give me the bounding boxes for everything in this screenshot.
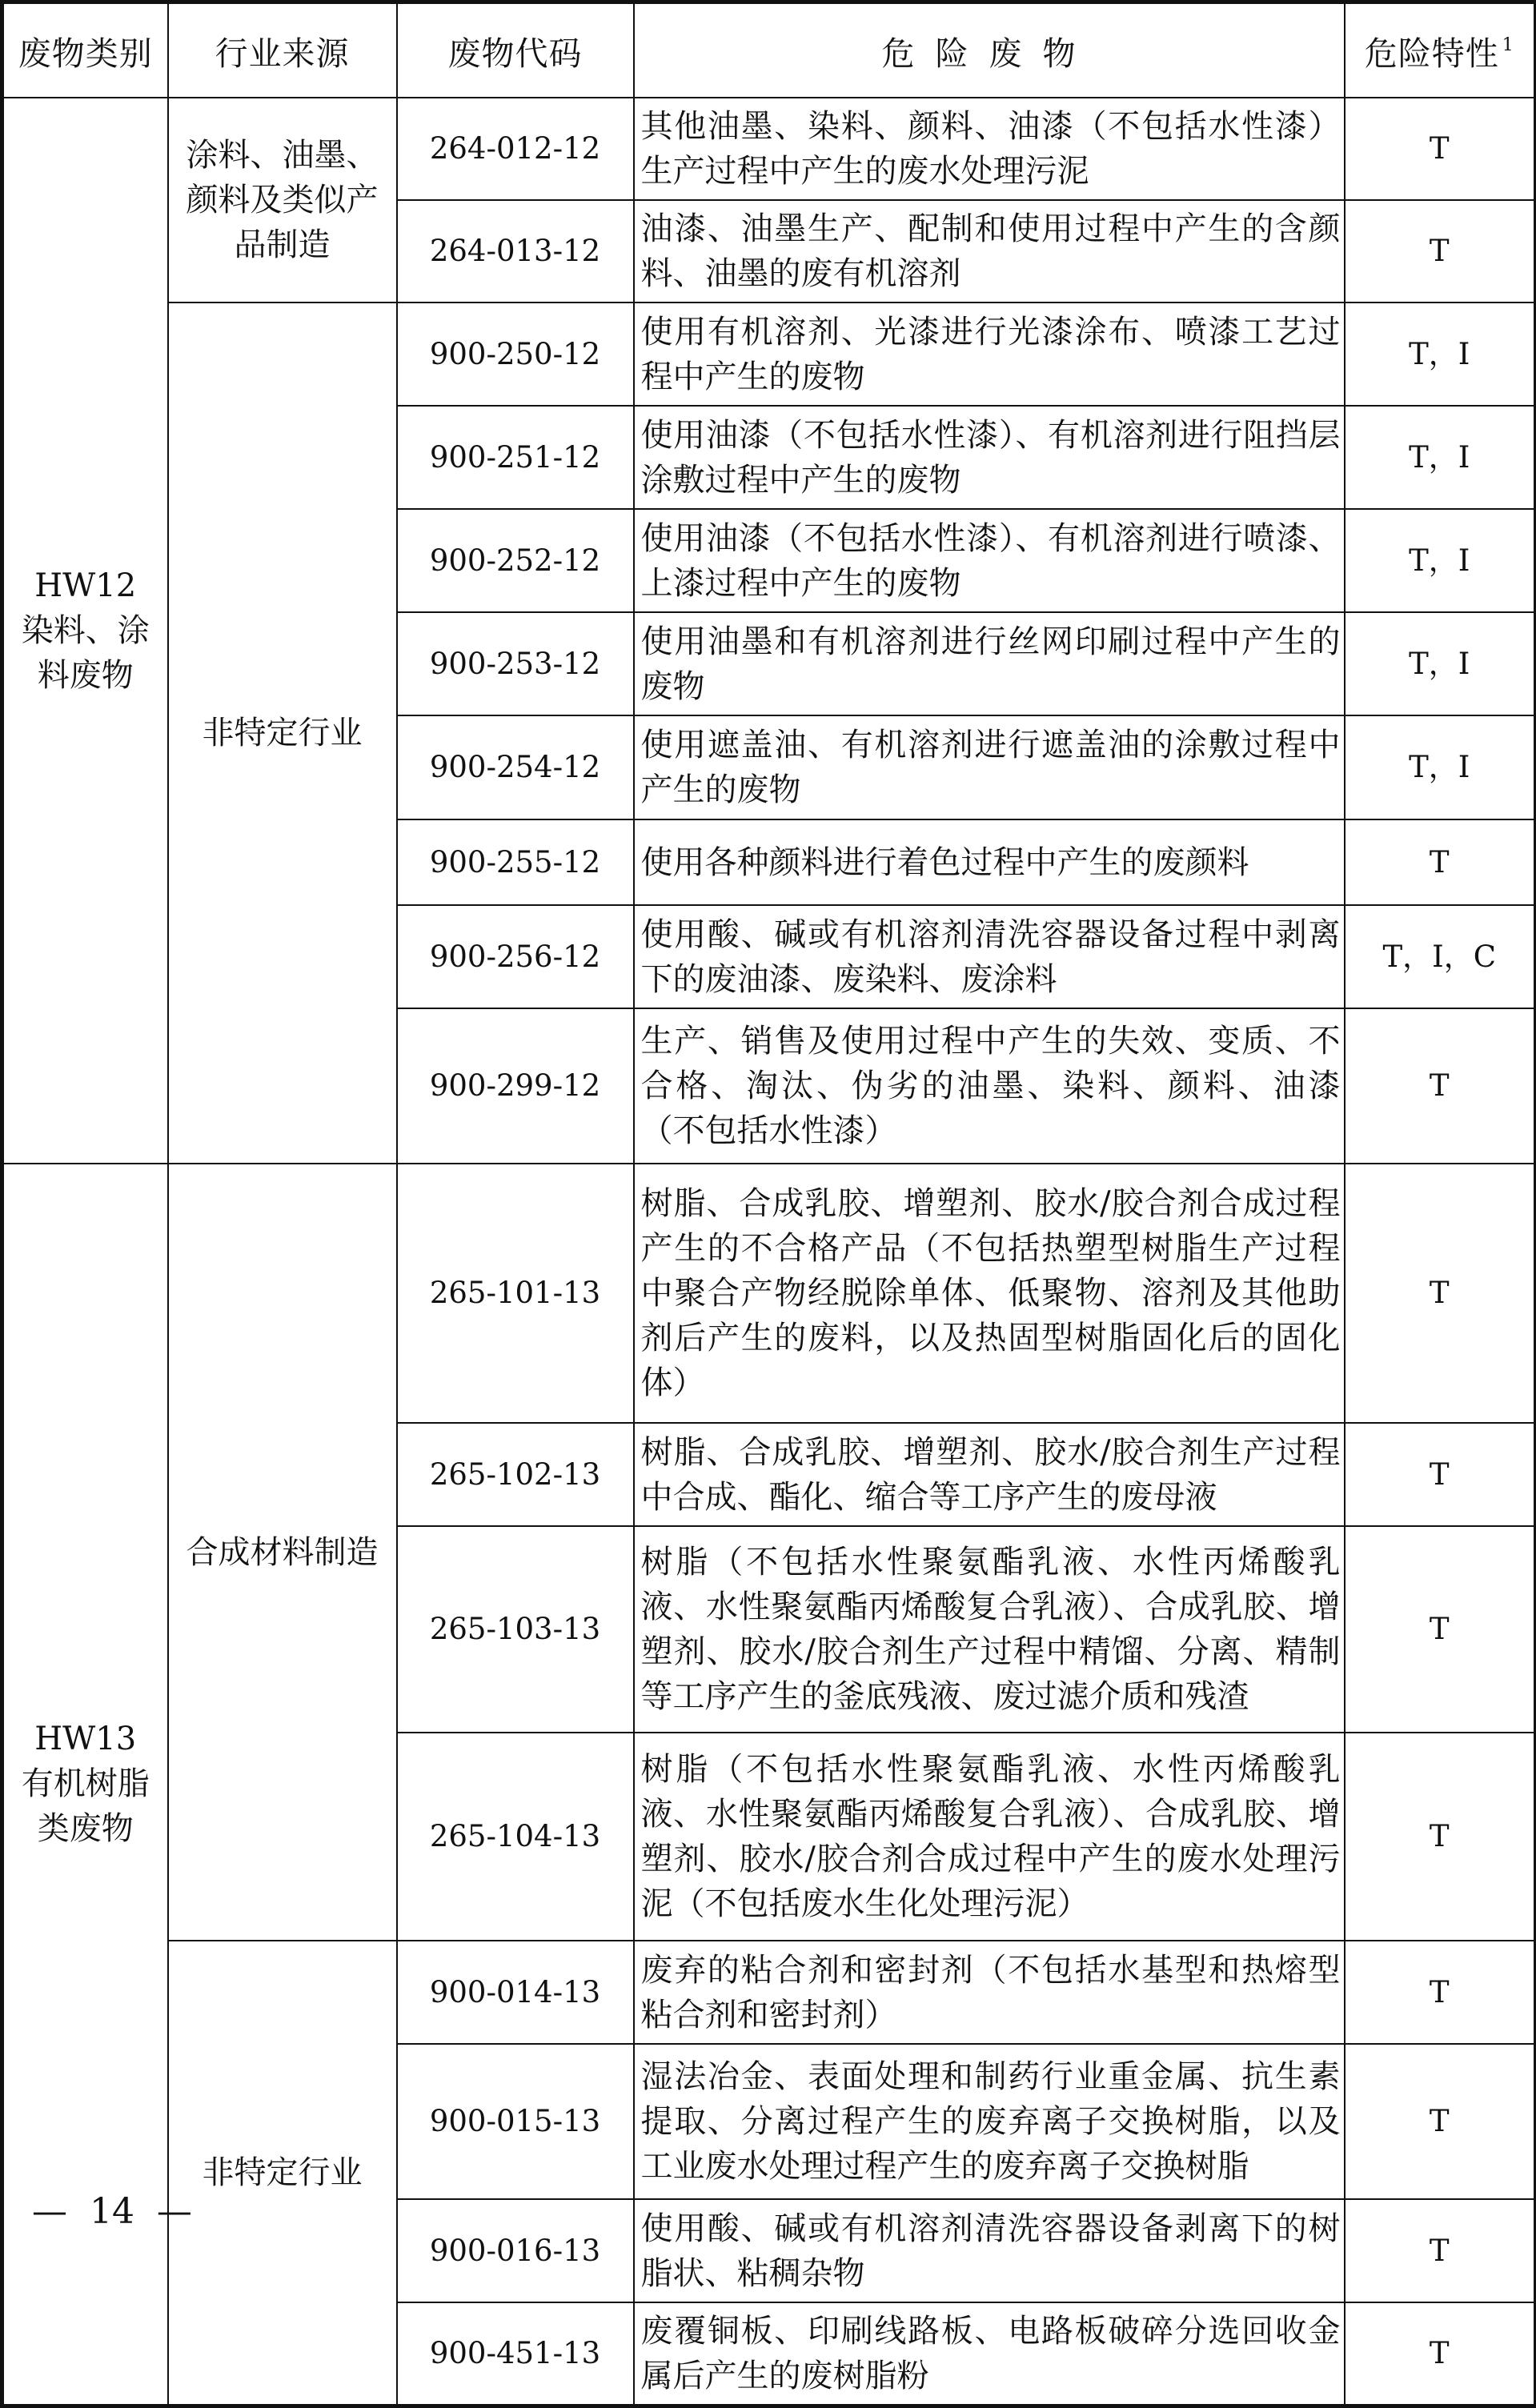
hazard-property-cell: T (1345, 1733, 1536, 1941)
hazard-description-cell: 使用酸、碱或有机溶剂清洗容器设备剥离下的树脂状、粘稠杂物 (634, 2199, 1345, 2302)
header-industry: 行业来源 (168, 2, 397, 98)
hazard-description-cell: 使用各种颜料进行着色过程中产生的废颜料 (634, 819, 1345, 905)
hazard-description-cell: 树脂（不包括水性聚氨酯乳液、水性丙烯酸乳液、水性聚氨酯丙烯酸复合乳液）、合成乳胶、增塑剂、胶水/胶合剂合成过程中产生的废水处理污泥（不包括废水生化处理污泥） (634, 1733, 1345, 1941)
hazard-description-cell: 使用有机溶剂、光漆进行光漆涂布、喷漆工艺过程中产生的废物 (634, 303, 1345, 406)
waste-code-cell: 264-013-12 (397, 200, 634, 303)
hazard-property-cell: T (1345, 2302, 1536, 2406)
footnote-mark: 1 (1502, 34, 1514, 55)
hazard-property-cell: T，I (1345, 406, 1536, 509)
hazard-description-cell: 油漆、油墨生产、配制和使用过程中产生的含颜料、油墨的废有机溶剂 (634, 200, 1345, 303)
waste-code-cell: 900-252-12 (397, 509, 634, 612)
industry-source-cell: 涂料、油墨、 颜料及类似产 品制造 (168, 98, 397, 303)
waste-code-cell: 265-102-13 (397, 1423, 634, 1526)
waste-code-cell: 900-254-12 (397, 715, 634, 819)
hazard-description-cell: 使用油漆（不包括水性漆）、有机溶剂进行阻挡层涂敷过程中产生的废物 (634, 406, 1345, 509)
header-hazard: 危险废物 (634, 2, 1345, 98)
industry-source-cell: 合成材料制造 (168, 1164, 397, 1941)
waste-code-cell: 900-256-12 (397, 905, 634, 1008)
hazard-description-cell: 使用油漆（不包括水性漆）、有机溶剂进行喷漆、上漆过程中产生的废物 (634, 509, 1345, 612)
waste-code-cell: 900-015-13 (397, 2044, 634, 2199)
hazard-property-cell: T，I (1345, 612, 1536, 715)
hazard-property-cell: T (1345, 2044, 1536, 2199)
hazard-property-cell: T，I，C (1345, 905, 1536, 1008)
waste-code-cell: 264-012-12 (397, 98, 634, 200)
hazard-property-cell: T，I (1345, 303, 1536, 406)
table-row (2, 303, 1536, 406)
hazard-description-cell: 树脂（不包括水性聚氨酯乳液、水性丙烯酸乳液、水性聚氨酯丙烯酸复合乳液）、合成乳胶、增塑剂、胶水/胶合剂生产过程中精馏、分离、精制等工序产生的釜底残液、废过滤介质和残渣 (634, 1526, 1345, 1733)
hazard-description-cell: 废覆铜板、印刷线路板、电路板破碎分选回收金属后产生的废树脂粉 (634, 2302, 1345, 2406)
table-body (2, 98, 1536, 2406)
waste-code-cell: 900-299-12 (397, 1008, 634, 1164)
waste-code-cell: 900-014-13 (397, 1941, 634, 2044)
hazard-description-cell: 树脂、合成乳胶、增塑剂、胶水/胶合剂生产过程中合成、酯化、缩合等工序产生的废母液 (634, 1423, 1345, 1526)
industry-source-cell: 非特定行业 (168, 1941, 397, 2406)
hazard-description-cell: 使用油墨和有机溶剂进行丝网印刷过程中产生的废物 (634, 612, 1345, 715)
waste-code-cell: 265-101-13 (397, 1164, 634, 1423)
hazard-property-cell: T (1345, 1526, 1536, 1733)
header-category: 废物类别 (2, 2, 168, 98)
waste-category-cell: HW12 染料、涂 料废物 (2, 98, 168, 1164)
header-property-label: 危险特性 (1364, 34, 1499, 73)
waste-code-cell: 900-451-13 (397, 2302, 634, 2406)
waste-code-cell: 900-253-12 (397, 612, 634, 715)
hazard-property-cell: T (1345, 200, 1536, 303)
hazard-property-cell: T，I (1345, 715, 1536, 819)
waste-code-cell: 900-016-13 (397, 2199, 634, 2302)
hazard-description-cell: 使用遮盖油、有机溶剂进行遮盖油的涂敷过程中产生的废物 (634, 715, 1345, 819)
hazard-property-cell: T (1345, 98, 1536, 200)
table-row (2, 1941, 1536, 2044)
table-row (2, 1164, 1536, 1423)
hazard-property-cell: T (1345, 1008, 1536, 1164)
waste-code-cell: 900-255-12 (397, 819, 634, 905)
hazard-property-cell: T (1345, 1941, 1536, 2044)
header-row (2, 2, 1536, 98)
waste-category-cell: HW13 有机树脂 类废物 (2, 1164, 168, 2406)
hazard-property-cell: T (1345, 2199, 1536, 2302)
hazard-description-cell: 树脂、合成乳胶、增塑剂、胶水/胶合剂合成过程产生的不合格产品（不包括热塑型树脂生产过程中聚合产物经脱除单体、低聚物、溶剂及其他助剂后产生的废料，以及热固型树脂固化后的固化体） (634, 1164, 1345, 1423)
hazard-description-cell: 废弃的粘合剂和密封剂（不包括水基型和热熔型粘合剂和密封剂） (634, 1941, 1345, 2044)
waste-code-cell: 265-104-13 (397, 1733, 634, 1941)
hazard-description-cell: 生产、销售及使用过程中产生的失效、变质、不合格、淘汰、伪劣的油墨、染料、颜料、油漆（不包括水性漆） (634, 1008, 1345, 1164)
header-code: 废物代码 (397, 2, 634, 98)
table-row (2, 98, 1536, 200)
hazard-property-cell: T (1345, 819, 1536, 905)
waste-code-cell: 265-103-13 (397, 1526, 634, 1733)
page-number: — 14 — (32, 2191, 192, 2232)
waste-code-cell: 900-250-12 (397, 303, 634, 406)
hazard-property-cell: T (1345, 1423, 1536, 1526)
hazard-property-cell: T，I (1345, 509, 1536, 612)
hazard-description-cell: 使用酸、碱或有机溶剂清洗容器设备过程中剥离下的废油漆、废染料、废涂料 (634, 905, 1345, 1008)
hazard-description-cell: 湿法冶金、表面处理和制药行业重金属、抗生素提取、分离过程产生的废弃离子交换树脂，以及工业废水处理过程产生的废弃离子交换树脂 (634, 2044, 1345, 2199)
hazard-description-cell: 其他油墨、染料、颜料、油漆（不包括水性漆）生产过程中产生的废水处理污泥 (634, 98, 1345, 200)
hazard-property-cell: T (1345, 1164, 1536, 1423)
industry-source-cell: 非特定行业 (168, 303, 397, 1164)
header-property (1345, 2, 1536, 98)
waste-code-cell: 900-251-12 (397, 406, 634, 509)
